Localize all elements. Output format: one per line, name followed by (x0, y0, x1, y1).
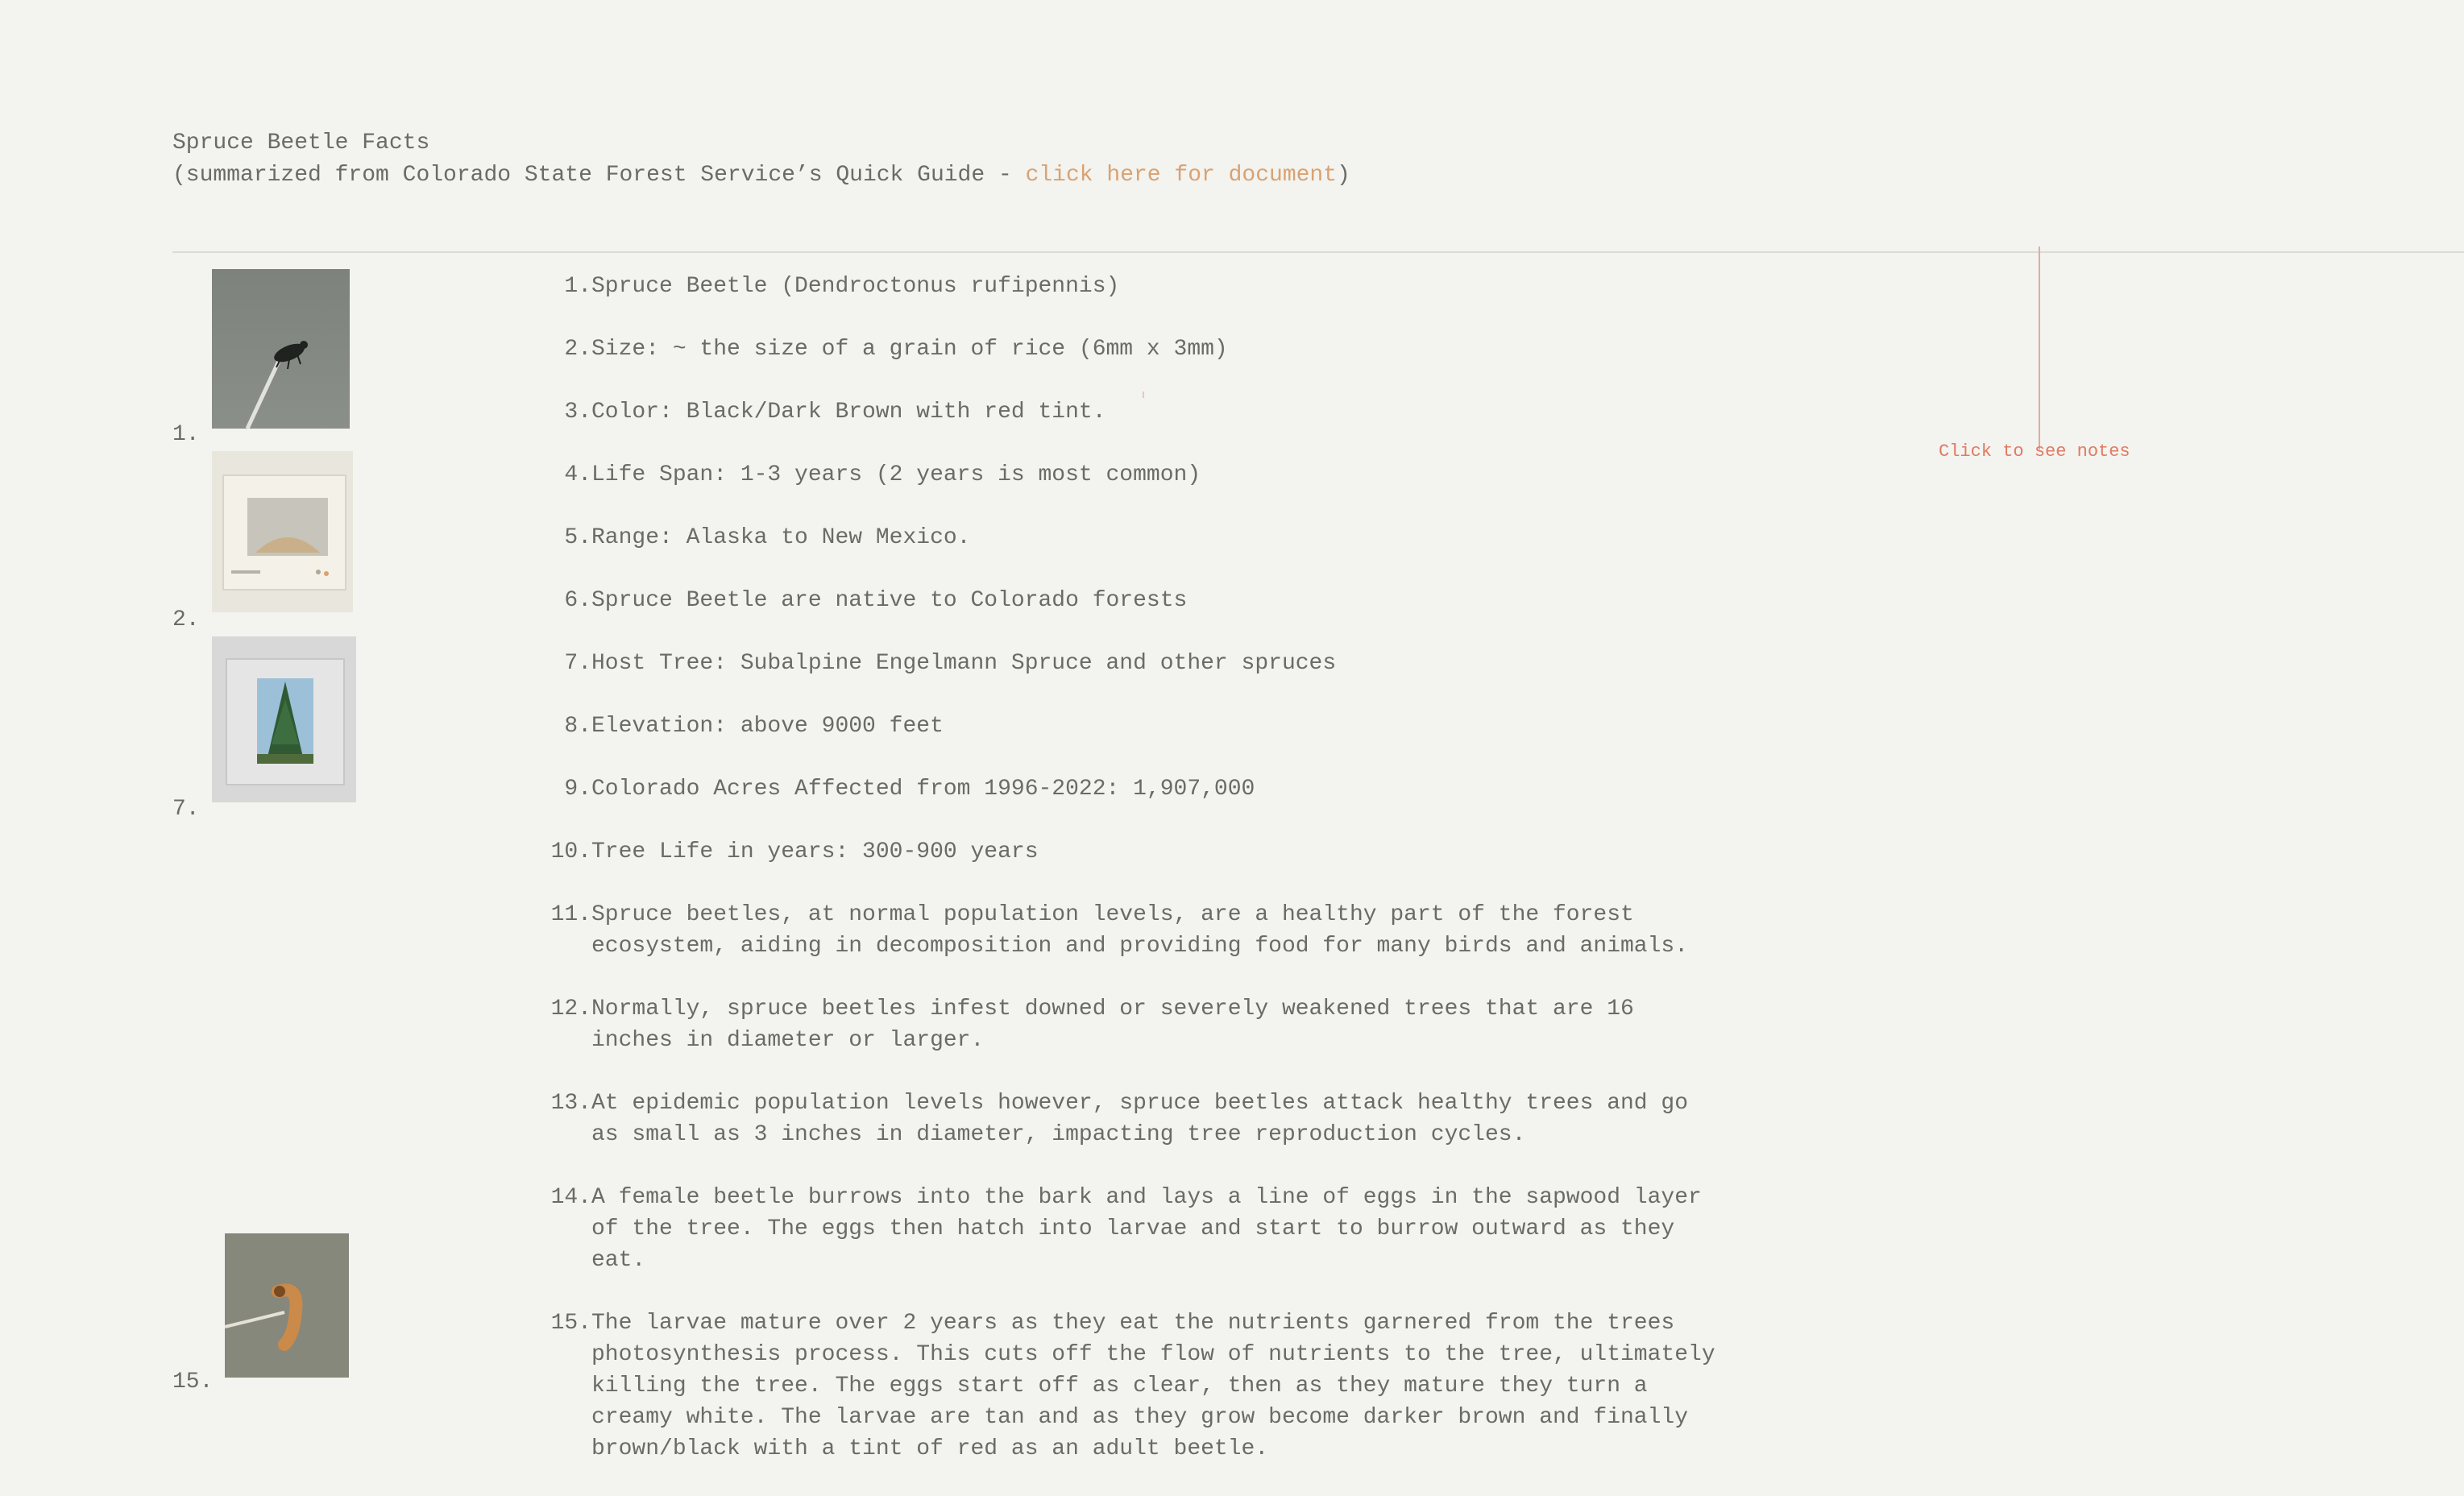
list-item (532, 334, 1724, 365)
subtitle-suffix: ) (1337, 163, 1350, 188)
page-header (172, 127, 1350, 192)
list-item-text: Spruce Beetle are native to Colorado forests (591, 588, 1188, 613)
list-item-text: Life Span: 1-3 years (2 years is most common) (591, 462, 1201, 487)
list-item (532, 773, 1724, 805)
list-item-number: 11. (550, 902, 591, 927)
thumbnail-larva[interactable] (225, 1233, 349, 1378)
list-item (532, 711, 1724, 742)
list-item (532, 993, 1724, 1056)
notes-marker-line (2039, 247, 2040, 450)
list-item-number: 7. (564, 651, 591, 676)
list-item-number: 6. (564, 588, 591, 613)
see-notes-link[interactable]: Click to see notes (1939, 441, 2130, 462)
list-item-text: Spruce Beetle (Dendroctonus rufipennis) (591, 274, 1120, 299)
thumbnail-label-15: 15. (172, 1370, 214, 1394)
list-item (532, 648, 1724, 679)
list-item-text: Elevation: above 9000 feet (591, 714, 944, 739)
list-item (532, 1307, 1724, 1465)
list-item-number: 13. (550, 1091, 591, 1116)
list-item-text: The larvae mature over 2 years as they eat the nutrients garnered from the trees photosynthesis process. This cuts off the flow of nutrients to the tree, ultimately killing the tree. The eggs start off as clear, then as they mature they turn a creamy white. The larvae are tan and as they grow become darker brown and finally brown/black with a tint of red as an adult beetle. (591, 1311, 1715, 1461)
thumbnail-label-2: 2. (172, 607, 200, 632)
list-item-text: Host Tree: Subalpine Engelmann Spruce and other spruces (591, 651, 1337, 676)
list-item (532, 459, 1724, 491)
list-item-number: 8. (564, 714, 591, 739)
list-item-number: 15. (550, 1311, 591, 1336)
list-item-text: Colorado Acres Affected from 1996-2022: 1,907,000 (591, 777, 1255, 802)
list-item-number: 5. (564, 525, 591, 550)
list-item-text: A female beetle burrows into the bark and lays a line of eggs in the sapwood layer of the tree. The eggs then hatch into larvae and start to burrow outward as they eat. (591, 1185, 1702, 1273)
list-item-text: Color: Black/Dark Brown with red tint. (591, 400, 1106, 425)
list-item-number: 2. (564, 337, 591, 362)
list-item (532, 585, 1724, 616)
thumbnail-label-7: 7. (172, 797, 200, 822)
list-item (532, 1182, 1724, 1276)
thumbnail-tree[interactable] (212, 636, 356, 802)
list-item (532, 836, 1724, 868)
list-item-number: 14. (550, 1185, 591, 1210)
rice-pile-slide-icon (212, 451, 353, 612)
list-item-text: Spruce beetles, at normal population levels, are a healthy part of the forest ecosystem, aiding in decomposition and providing food for many birds and animals. (591, 902, 1689, 959)
list-item-number: 10. (550, 839, 591, 864)
list-item-text: Tree Life in years: 300-900 years (591, 839, 1039, 864)
list-item-number: 4. (564, 462, 591, 487)
list-item-number: 1. (564, 274, 591, 299)
thumbnail-rice[interactable] (212, 451, 353, 612)
spruce-tree-slide-icon (212, 636, 356, 802)
list-item-number: 12. (550, 997, 591, 1022)
document-link[interactable]: click here for document (1025, 163, 1338, 188)
list-item-number: 9. (564, 777, 591, 802)
list-item (532, 522, 1724, 553)
list-item (532, 396, 1724, 428)
list-item (532, 271, 1724, 302)
list-item-number: 3. (564, 400, 591, 425)
page-subtitle (172, 160, 1350, 192)
facts-list (532, 271, 1724, 1496)
thumbnail-beetle[interactable] (212, 269, 350, 429)
list-item-text: At epidemic population levels however, spruce beetles attack healthy trees and go as small as 3 inches in diameter, impacting tree reproduction cycles. (591, 1091, 1689, 1147)
thumbnail-label-1: 1. (172, 422, 200, 447)
page-title: Spruce Beetle Facts (172, 131, 430, 155)
subtitle-prefix: (summarized from Colorado State Forest Service’s Quick Guide - (172, 163, 1026, 188)
list-item (532, 1088, 1724, 1150)
list-item-text: Range: Alaska to New Mexico. (591, 525, 971, 550)
beetle-on-pin-icon (212, 269, 350, 429)
list-item (532, 899, 1724, 962)
list-item-text: Normally, spruce beetles infest downed or severely weakened trees that are 16 inches in diameter or larger. (591, 997, 1634, 1053)
larva-on-pin-icon (225, 1233, 349, 1378)
header-divider (172, 251, 2464, 253)
list-item-text: Size: ~ the size of a grain of rice (6mm x 3mm) (591, 337, 1228, 362)
